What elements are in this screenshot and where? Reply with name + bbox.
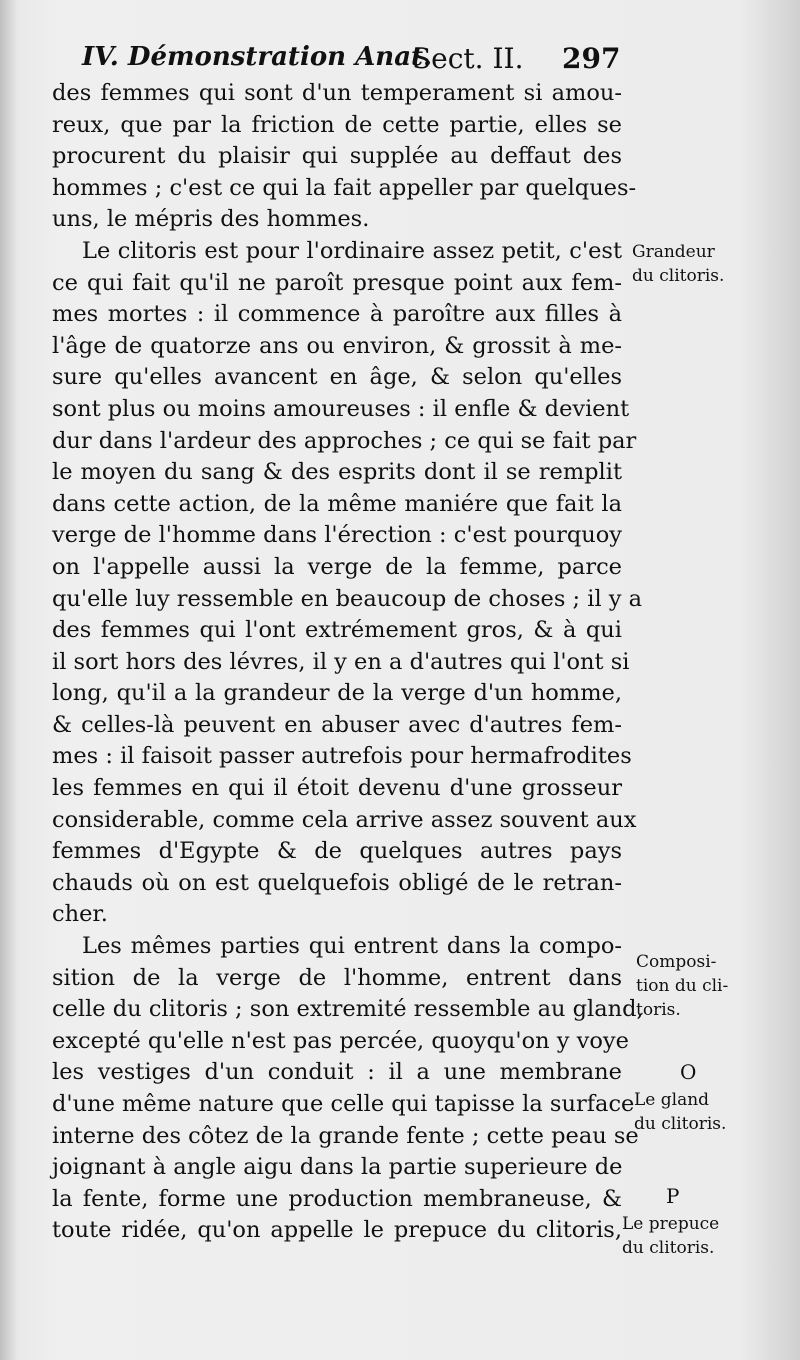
- text-line: long, qu'il a la grandeur de la verge d'un homme,: [52, 680, 622, 707]
- text-line: toute ridée, qu'on appelle le prepuce du clitoris,: [52, 1217, 622, 1244]
- text-line: la fente, forme une production membraneuse, &: [52, 1185, 622, 1212]
- margin-note-line: tion du cli-: [636, 976, 729, 996]
- text-line: il sort hors des lévres, il y en a d'autres qui l'ont si: [52, 648, 630, 675]
- section-label: Sect. II.: [412, 42, 524, 75]
- text-line: uns, le mépris des hommes.: [52, 206, 370, 233]
- margin-note-line: Le gland: [634, 1090, 710, 1110]
- text-line: mes mortes : il commence à paroître aux filles à: [52, 301, 622, 328]
- text-line: les femmes en qui il étoit devenu d'une grosseur: [52, 775, 622, 802]
- margin-letter-p: P: [666, 1184, 680, 1208]
- text-line: reux, que par la friction de cette partie, elles se: [52, 111, 622, 138]
- text-line: dur dans l'ardeur des approches ; ce qui se fait par: [52, 427, 637, 454]
- text-line: des femmes qui sont d'un temperament si amou-: [52, 80, 622, 106]
- text-line: le moyen du sang & des esprits dont il se remplit: [52, 459, 622, 486]
- paragraph-start-line: Le clitoris est pour l'ordinaire assez petit, c'est: [82, 237, 622, 264]
- text-line: interne des côtez de la grande fente ; cette peau se: [52, 1122, 639, 1149]
- text-line: dans cette action, de la même maniére que fait la: [52, 490, 622, 517]
- text-line: celle du clitoris ; son extremité ressemble au gland,: [52, 996, 644, 1023]
- text-line: procurent du plaisir qui supplée au deffaut des: [52, 143, 622, 170]
- text-line: cher.: [52, 901, 108, 928]
- text-line: excepté qu'elle n'est pas percée, quoyqu'on y voye: [52, 1027, 629, 1054]
- text-line: sition de la verge de l'homme, entrent dans: [52, 964, 622, 991]
- text-line: joignant à angle aigu dans la partie superieure de: [52, 1154, 623, 1181]
- text-line: verge de l'homme dans l'érection : c'est pourquoy: [52, 522, 622, 549]
- margin-note-line: du clitoris.: [632, 266, 725, 286]
- margin-note-line: Le prepuce: [622, 1214, 720, 1234]
- margin-note-grandeur: [632, 240, 724, 288]
- text-line: chauds où on est quelquefois obligé de le retran-: [52, 869, 622, 896]
- text-line: les vestiges d'un conduit : il a une membrane: [52, 1059, 622, 1086]
- running-title: IV. Démonstration Anat.: [82, 42, 433, 72]
- text-line: qu'elle luy ressemble en beaucoup de choses ; il y a: [52, 585, 643, 612]
- text-line: sure qu'elles avancent en âge, & selon qu'elles: [52, 364, 622, 391]
- text-line: l'âge de quatorze ans ou environ, & grossit à me-: [52, 332, 622, 359]
- text-line: & celles-là peuvent en abuser avec d'autres fem-: [52, 711, 622, 738]
- text-line: considerable, comme cela arrive assez souvent aux: [52, 806, 637, 833]
- margin-note-composition: [636, 950, 728, 1022]
- margin-note-line: du clitoris.: [622, 1238, 715, 1258]
- text-line: femmes d'Egypte & de quelques autres pays: [52, 838, 622, 865]
- paragraph-start-line: Les mêmes parties qui entrent dans la compo-: [82, 933, 622, 960]
- margin-letter-o: O: [680, 1060, 697, 1084]
- margin-note-line: du clitoris.: [634, 1114, 727, 1134]
- text-line: on l'appelle aussi la verge de la femme, parce: [52, 553, 622, 580]
- text-line: sont plus ou moins amoureuses : il enfle & devient: [52, 395, 630, 422]
- main-text: [52, 78, 644, 1247]
- margin-note-prepuce: [622, 1212, 719, 1260]
- margin-note-line: toris.: [636, 1000, 681, 1020]
- text-line: des femmes qui l'ont extrémement gros, & à qui: [52, 617, 622, 644]
- text-line: hommes ; c'est ce qui la fait appeller par quelques-: [52, 174, 637, 201]
- margin-note-line: Composi-: [636, 952, 717, 972]
- page-number: 297: [562, 42, 621, 75]
- text-line: mes : il faisoit passer autrefois pour hermafrodites: [52, 743, 632, 770]
- margin-note-gland: [634, 1088, 726, 1136]
- text-line: ce qui fait qu'il ne paroît presque point aux fem-: [52, 269, 622, 296]
- margin-note-line: Grandeur: [632, 242, 715, 262]
- text-line: d'une même nature que celle qui tapisse la surface: [52, 1091, 635, 1117]
